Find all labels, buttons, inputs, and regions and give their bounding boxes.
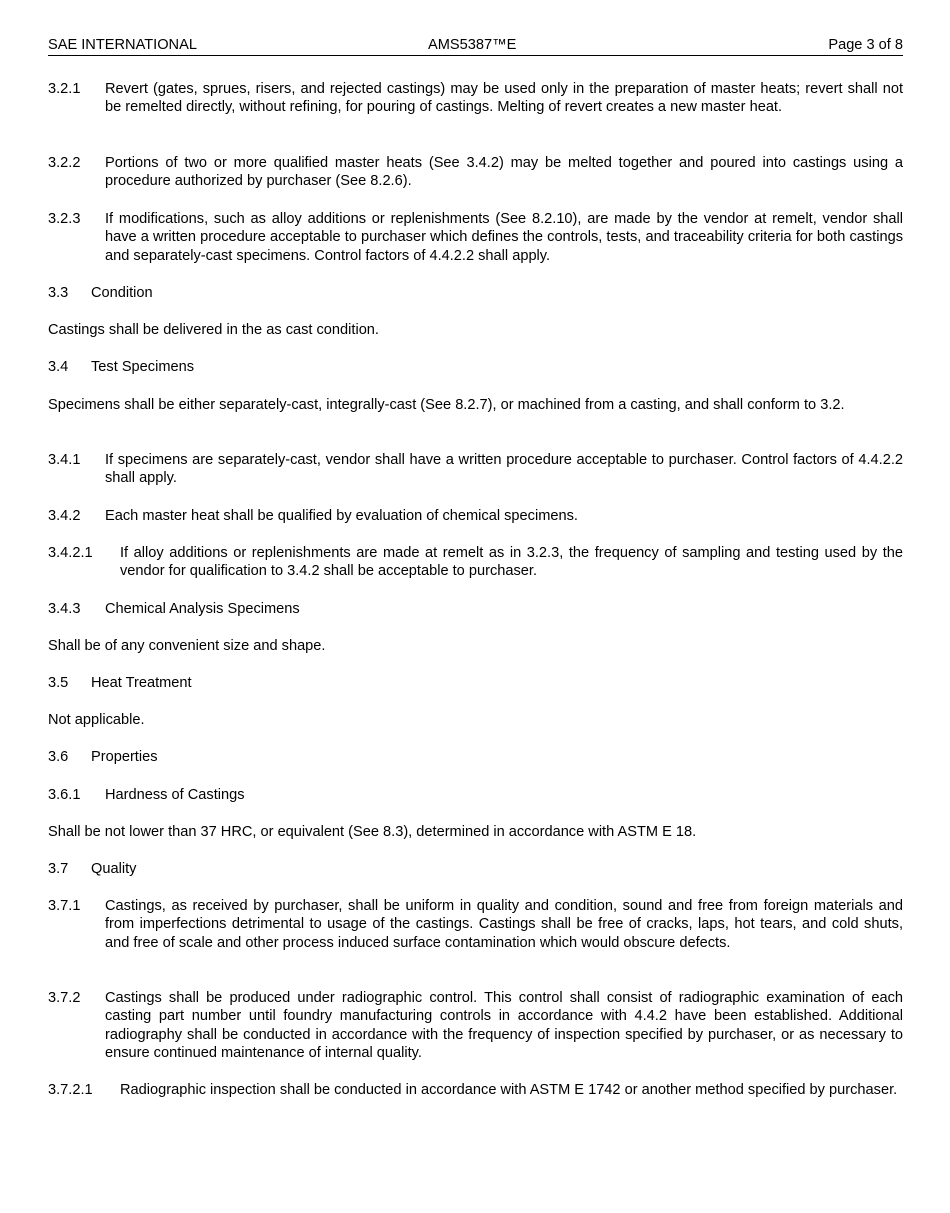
section-heading-3-4-3	[48, 600, 903, 618]
paragraph-test-specimens: Specimens shall be either separately-cast, integrally-cast (See 8.2.7), or machined from a casting, and shall conform to 3.2.	[48, 397, 845, 413]
section-title: Hardness of Castings	[105, 787, 245, 803]
section-number: 3.6	[48, 749, 69, 765]
document-page	[48, 0, 903, 1098]
section-number: 3.6.1	[48, 787, 81, 803]
section-title: Test Specimens	[91, 359, 195, 375]
paragraph-number: 3.2.3	[48, 211, 81, 227]
paragraph-text: Portions of two or more qualified master heats (See 3.4.2) may be melted together and poured into castings using a procedure authorized by purchaser (See 8.2.6).	[105, 155, 903, 190]
section-title: Chemical Analysis Specimens	[105, 601, 300, 617]
paragraph-number: 3.7.2.1	[48, 1082, 93, 1098]
paragraph-3-4-2-1	[48, 544, 903, 581]
section-title: Heat Treatment	[91, 675, 192, 691]
section-number: 3.5	[48, 675, 69, 691]
paragraph-3-7-1	[48, 897, 903, 952]
section-heading-3-7	[48, 860, 903, 878]
paragraph-number: 3.4.2.1	[48, 545, 93, 561]
paragraph-heat-treatment: Not applicable.	[48, 712, 145, 728]
paragraph-3-2-2	[48, 154, 903, 191]
paragraph-3-2-3	[48, 210, 903, 265]
paragraph-3-7-2-1	[48, 1081, 903, 1099]
section-heading-3-6	[48, 748, 903, 766]
paragraph-number: 3.4.2	[48, 508, 81, 524]
paragraph-3-2-1	[48, 80, 903, 117]
paragraph-text: Radiographic inspection shall be conducted in accordance with ASTM E 1742 or another method specified by purchaser.	[120, 1082, 898, 1098]
section-title: Properties	[91, 749, 158, 765]
paragraph-number: 3.2.1	[48, 81, 81, 97]
paragraph-chemical-specimens: Shall be of any convenient size and shape.	[48, 638, 326, 654]
page-header	[48, 0, 903, 57]
paragraph-text: Revert (gates, sprues, risers, and rejected castings) may be used only in the preparation of master heats; revert shall not be remelted directly, without refining, for pouring of castings. Melting of revert creates a new master heat.	[105, 81, 903, 116]
paragraph-text: Each master heat shall be qualified by evaluation of chemical specimens.	[105, 508, 578, 524]
paragraph-text: Castings, as received by purchaser, shall be uniform in quality and condition, sound and free from foreign materials and from imperfections detrimental to usage of the castings. Castings shall be free of cracks, laps, hot tears, and cold shuts, and free of scale and other process induced surface contamination which would obscure defects.	[105, 898, 903, 951]
section-title: Quality	[91, 861, 137, 877]
section-heading-3-4	[48, 358, 903, 376]
paragraph-text: If modifications, such as alloy additions or replenishments (See 8.2.10), are made by the vendor at remelt, vendor shall have a written procedure acceptable to purchaser which defines the controls, tests, and traceability criteria for both castings and separately-cast specimens. Control factors of 4.4.2.2 shall apply.	[105, 211, 903, 264]
paragraph-number: 3.7.2	[48, 990, 81, 1006]
paragraph-text: Castings shall be produced under radiographic control. This control shall consist of radiographic examination of each casting part number until foundry manufacturing controls in accordance with 4.4.2 have been established. Additional radiography shall be conducted in accordance with the frequency of inspection specified by purchaser, or as necessary to ensure continued maintenance of internal quality.	[105, 990, 903, 1062]
paragraph-condition: Castings shall be delivered in the as cast condition.	[48, 322, 379, 338]
header-document-number: AMS5387™E	[428, 37, 517, 53]
paragraph-text: If alloy additions or replenishments are made at remelt as in 3.2.3, the frequency of sampling and testing used by the vendor for qualification to 3.4.2 shall be acceptable to purchaser.	[120, 545, 903, 580]
section-number: 3.3	[48, 285, 69, 301]
paragraph-number: 3.7.1	[48, 898, 81, 914]
paragraph-text: If specimens are separately-cast, vendor shall have a written procedure acceptable to purchaser. Control factors of 4.4.2.2 shall apply.	[105, 452, 903, 487]
paragraph-3-4-2	[48, 507, 903, 525]
section-number: 3.7	[48, 861, 69, 877]
paragraph-hardness: Shall be not lower than 37 HRC, or equivalent (See 8.3), determined in accordance with ASTM E 18.	[48, 824, 697, 840]
paragraph-3-7-2	[48, 989, 903, 1063]
section-number: 3.4.3	[48, 601, 81, 617]
paragraph-number: 3.2.2	[48, 155, 81, 171]
paragraph-3-4-1	[48, 451, 903, 488]
section-title: Condition	[91, 285, 153, 301]
section-number: 3.4	[48, 359, 69, 375]
paragraph-number: 3.4.1	[48, 452, 81, 468]
header-rule	[48, 55, 903, 56]
header-page-number: Page 3 of 8	[828, 37, 903, 53]
section-heading-3-3	[48, 284, 903, 302]
section-heading-3-5	[48, 674, 903, 692]
section-heading-3-6-1	[48, 786, 903, 804]
header-organization: SAE INTERNATIONAL	[48, 37, 197, 53]
